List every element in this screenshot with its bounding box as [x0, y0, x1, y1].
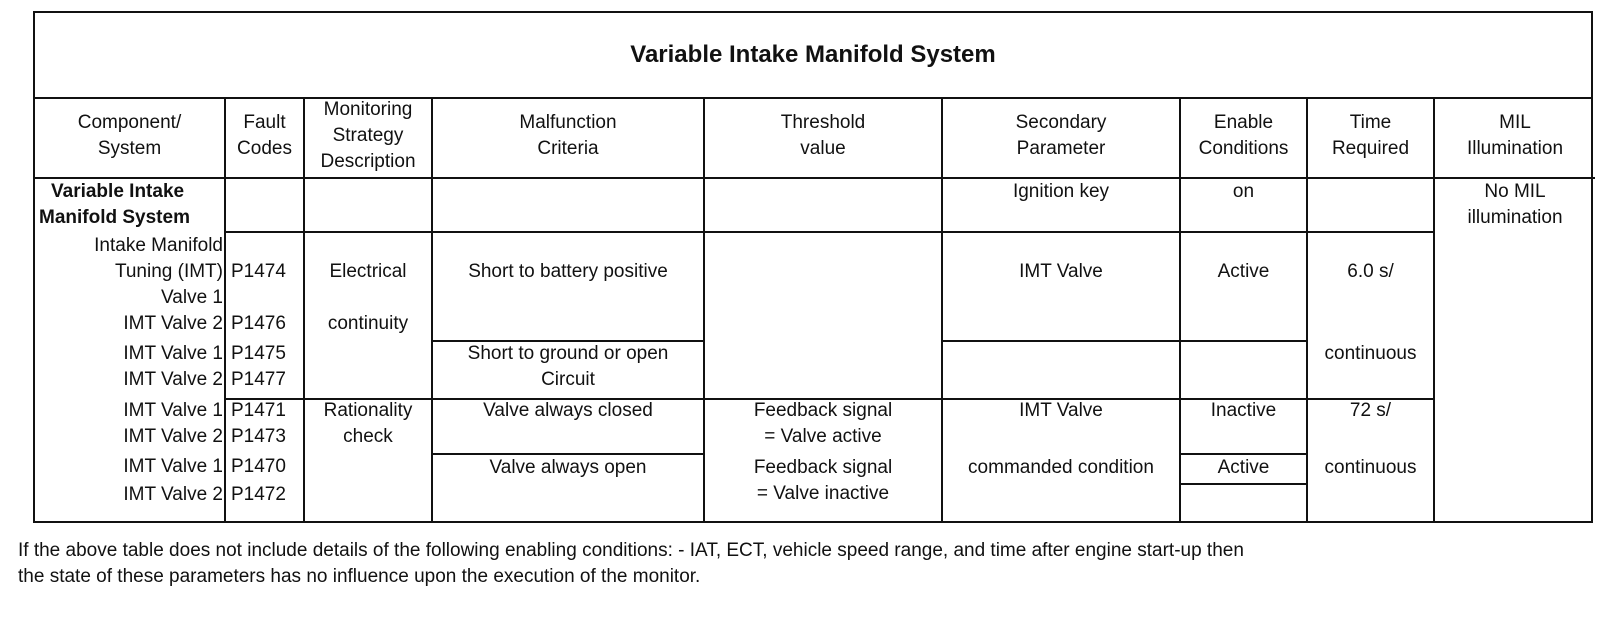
rationality-strategy: Rationality check [323, 400, 413, 447]
header-monitoring: Monitoring Strategy Description [320, 99, 416, 172]
threshold-valve-active: Feedback signal = Valve active [753, 400, 893, 447]
electrical-components: Intake Manifold Tuning (IMT) Valve 1 IMT Valve 2 IMT Valve 1 IMT Valve 2 [94, 235, 223, 390]
header-fault-codes: Fault Codes [237, 112, 292, 159]
threshold-valve-inactive: Feedback signal = Valve inactive [753, 457, 893, 504]
footnote: If the above table does not include details of the following enabling conditions: - IAT, ECT, vehicle speed range, and time after engine start-up then the state of these parameters has no influence upon the execution of the monitor. [18, 540, 1244, 587]
system-name: Variable Intake Manifold System [39, 181, 190, 228]
rationality-enable-inactive: Inactive [1210, 400, 1277, 421]
diagnostic-table [33, 11, 1593, 523]
fault-code: P1477 [231, 369, 286, 390]
rationality-enable-active: Active [1217, 457, 1270, 478]
criteria-ground-open: Short to ground or open Circuit [467, 343, 669, 390]
rationality-components: IMT Valve 1 IMT Valve 2 IMT Valve 1 IMT Valve 2 [123, 400, 223, 505]
electrical-strategy: Electrical [329, 261, 407, 282]
fault-code: P1470 [231, 456, 286, 477]
header-secondary: Secondary Parameter [1015, 112, 1107, 159]
table-title: Variable Intake Manifold System [35, 13, 1591, 99]
rationality-time-cont: continuous [1324, 457, 1417, 478]
rationality-secondary-cont: commanded condition [968, 457, 1154, 478]
mil-illumination: No MIL illumination [1467, 181, 1563, 228]
rationality-time: 72 s/ [1349, 400, 1392, 421]
criteria-battery-positive: Short to battery positive [468, 261, 668, 282]
electrical-secondary: IMT Valve [1019, 261, 1103, 282]
row-divider [1181, 483, 1306, 485]
header-threshold: Threshold value [780, 112, 866, 159]
electrical-enable: Active [1217, 261, 1270, 282]
header-divider [35, 177, 1595, 179]
fault-code: P1472 [231, 484, 286, 505]
header-enable: Enable Conditions [1198, 112, 1289, 159]
fault-code: P1474 [231, 261, 286, 282]
row-divider [943, 340, 1306, 342]
ignition-key-on: on [1232, 181, 1255, 202]
fault-code: P1471 [231, 400, 286, 421]
header-time: Time Required [1331, 112, 1410, 159]
criteria-always-closed: Valve always closed [483, 400, 653, 421]
criteria-always-open: Valve always open [489, 457, 647, 478]
fault-code: P1475 [231, 343, 286, 364]
electrical-time-cont: continuous [1324, 343, 1417, 364]
fault-code: P1476 [231, 313, 286, 334]
header-mil: MIL Illumination [1466, 112, 1564, 159]
ignition-key-param: Ignition key [1012, 181, 1110, 202]
rationality-secondary: IMT Valve [1019, 400, 1103, 421]
header-malfunction: Malfunction Criteria [519, 112, 617, 159]
row-divider [226, 231, 1433, 233]
electrical-time: 6.0 s/ [1347, 261, 1394, 282]
electrical-strategy-cont: continuity [327, 313, 409, 334]
fault-code: P1473 [231, 426, 286, 447]
header-component: Component/ System [77, 112, 182, 159]
